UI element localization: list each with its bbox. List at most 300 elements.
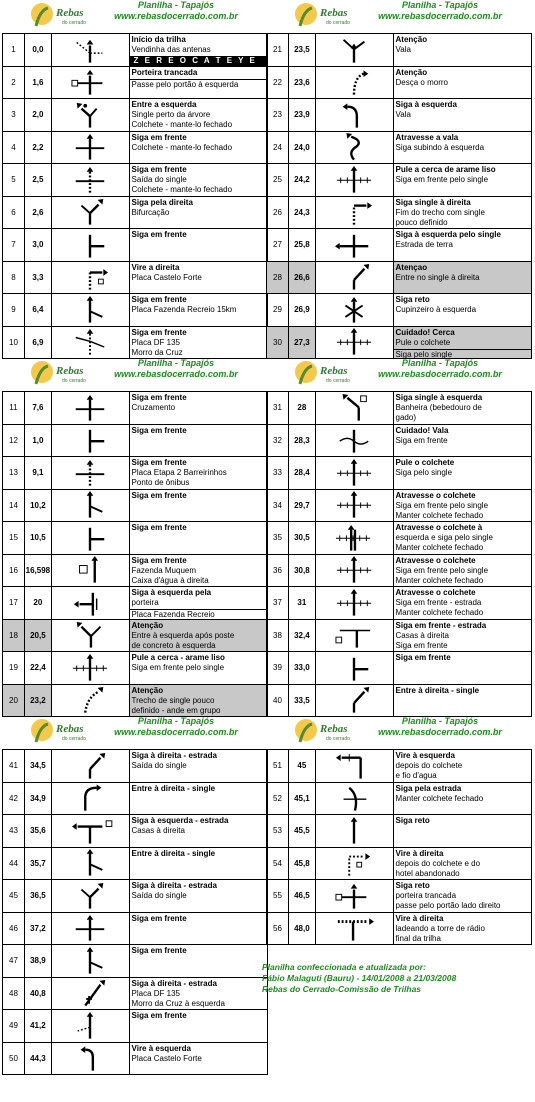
direction-cell (316, 750, 394, 782)
instructions (394, 880, 532, 912)
instruction-line: ladeando a torre de rádio (395, 923, 485, 933)
instruction-line: Siga em frente (131, 555, 187, 565)
cross-icon (55, 133, 125, 162)
instruction-line: final da trilha (395, 933, 441, 943)
instructions (394, 848, 532, 880)
step-number: 14 (3, 490, 25, 522)
table-row (267, 164, 532, 197)
step-number: 48 (3, 978, 25, 1010)
block-header (266, 358, 532, 391)
instructions (394, 229, 532, 261)
table-row (3, 685, 268, 718)
step-number: 29 (267, 294, 289, 326)
fence-cross-icon (55, 654, 125, 683)
instructions (130, 913, 268, 945)
direction-cell (52, 1043, 130, 1075)
fence-cross-icon (319, 491, 389, 520)
credits-line: Planilha confeccionada e atualizada por: (262, 962, 426, 972)
km-value: 2,5 (25, 164, 52, 196)
instructions (130, 880, 268, 912)
block-header (266, 0, 532, 33)
fork-left-icon (55, 621, 125, 650)
direction-cell (52, 229, 130, 261)
instruction-line: Saída do single (131, 175, 187, 184)
instruction-line: definido - ande em grupo (131, 705, 221, 715)
step-number: 12 (3, 425, 25, 457)
table-row (3, 229, 268, 262)
direction-cell (52, 457, 130, 489)
step-number: 40 (267, 685, 289, 717)
km-value: 45,8 (289, 848, 316, 880)
diag-right-icon (319, 686, 389, 715)
tee-right-icon (55, 231, 125, 260)
km-value: 45,5 (289, 815, 316, 847)
instruction-line: Vire à direita (395, 913, 444, 923)
km-value: 6,4 (25, 294, 52, 326)
svg-text:Rebas: Rebas (320, 723, 348, 735)
instruction-line: Siga pelo single (394, 349, 531, 359)
instruction-line: Atenção (131, 620, 164, 630)
instruction-line: Cuidado! Vala (395, 425, 449, 435)
instructions (394, 815, 532, 847)
site-link[interactable]: www.rebasdocerrado.com.br (378, 11, 502, 21)
instruction-line: Siga em frente (131, 913, 187, 923)
instruction-line: Siga em frente (131, 165, 187, 174)
step-number: 2 (3, 67, 25, 99)
instruction-line: esquerda e siga pelo single (395, 533, 493, 542)
instructions (394, 652, 532, 684)
instruction-line: Placa Castelo Forte (131, 272, 202, 282)
km-value: 30,5 (289, 522, 316, 554)
step-number: 41 (3, 750, 25, 782)
km-value: 16,598 (25, 555, 52, 587)
instruction-line: Siga subindo à esquerda (395, 142, 485, 152)
instruction-line: Vala (395, 45, 411, 54)
instruction-line: Manter colchete fechado (395, 543, 484, 552)
instruction-line: Siga à direita - estrada (131, 978, 217, 988)
instruction-line: Porteira trancada (131, 67, 198, 77)
table-row (3, 392, 268, 425)
instruction-line: Siga em frente (131, 230, 187, 239)
step-number: 27 (267, 229, 289, 261)
instruction-line: Manter colchete fechado (395, 608, 484, 617)
instructions (394, 750, 532, 782)
instructions (130, 197, 268, 229)
step-number: 36 (267, 555, 289, 587)
cross-x-icon (319, 296, 389, 325)
direction-cell (316, 685, 394, 717)
header-title (86, 716, 266, 738)
instruction-line: Siga pelo single (395, 468, 453, 477)
instruction-line: Siga single à direita (395, 197, 471, 207)
instructions (394, 132, 532, 164)
instructions (130, 555, 268, 587)
route-table (2, 391, 268, 717)
table-row (267, 587, 532, 620)
tee-right-icon (55, 426, 125, 455)
start-icon (55, 36, 125, 65)
table-row (267, 783, 532, 816)
instructions (394, 392, 532, 424)
step-number: 25 (267, 164, 289, 196)
table-row (267, 685, 532, 718)
instruction-line: Siga em frente pelo single (395, 565, 489, 575)
step-number: 55 (267, 880, 289, 912)
km-value: 45 (289, 750, 316, 782)
instruction-line: Siga em frente pelo single (131, 663, 225, 672)
planilha-title: Planilha - Tapajós (401, 358, 479, 368)
step-number: 3 (3, 99, 25, 131)
instruction-line: passe pelo portão lado direito (395, 901, 501, 910)
instruction-line: Siga single à esquerda (395, 393, 483, 402)
direction-cell (52, 555, 130, 587)
table-row (267, 425, 532, 458)
instructions (394, 522, 532, 554)
step-number: 22 (267, 67, 289, 99)
instruction-line: Siga em frente - estrada (395, 598, 482, 607)
instruction-line: Siga à esquerda pela (131, 588, 212, 597)
km-value: 38,9 (25, 945, 52, 977)
svg-text:Rebas: Rebas (320, 365, 348, 377)
fence-cross-icon (319, 556, 389, 585)
table-row (3, 490, 268, 523)
curve-left-icon (319, 101, 389, 130)
instruction-line: Entre à direita - single (131, 783, 216, 793)
step-number: 23 (267, 99, 289, 131)
instruction-line: Casas à direita (395, 630, 449, 640)
route-table (266, 749, 532, 945)
instruction-line: Atençao (395, 262, 428, 272)
instructions (130, 1043, 268, 1075)
planilha-title: Planilha - Tapajós (137, 716, 215, 726)
table-row (3, 620, 268, 653)
instruction-line: Siga reto (395, 295, 430, 304)
direction-cell (52, 164, 130, 196)
gate-icon (55, 68, 125, 97)
route-block (266, 0, 532, 359)
step-number: 51 (267, 750, 289, 782)
step-number: 10 (3, 327, 25, 359)
instructions (130, 815, 268, 847)
instruction-line: Colchete - mante-lo fechado (131, 142, 233, 152)
branch-right-icon (55, 849, 125, 878)
instruction-line: Caixa d'água à direita (131, 575, 209, 585)
direction-cell (52, 490, 130, 522)
instruction-line: Siga em frente (131, 425, 187, 435)
table-row (267, 652, 532, 685)
instruction-line: Atravesse o colchete (395, 490, 476, 500)
instruction-line: Siga à esquerda (395, 100, 457, 109)
direction-cell (52, 197, 130, 229)
km-value: 6,9 (25, 327, 52, 359)
step-number: 24 (267, 132, 289, 164)
instruction-line: Placa Castelo Forte (131, 1053, 202, 1063)
instruction-line: Pule o colchete (395, 337, 451, 347)
km-value: 27,3 (289, 327, 316, 359)
step-number: 5 (3, 164, 25, 196)
instruction-line: e fio d'agua (395, 771, 437, 780)
instruction-line: Morro da Cruz (131, 347, 183, 357)
instructions (394, 294, 532, 326)
instruction-line: Siga à esquerda pelo single (395, 230, 501, 239)
direction-cell (316, 490, 394, 522)
svg-text:do cerrado: do cerrado (326, 378, 350, 384)
direction-cell (316, 197, 394, 229)
table-row (267, 848, 532, 881)
direction-cell (316, 262, 394, 294)
instruction-line: Siga em frente - estrada (395, 620, 487, 630)
km-value: 24,0 (289, 132, 316, 164)
km-value: 3,3 (25, 262, 52, 294)
instructions (394, 67, 532, 99)
instructions (130, 750, 268, 782)
instructions (130, 425, 268, 457)
instructions (130, 392, 268, 424)
direction-cell (316, 132, 394, 164)
direction-cell (316, 327, 394, 359)
fence-cross-icon (319, 166, 389, 195)
step-number: 18 (3, 620, 25, 652)
instructions (130, 67, 268, 99)
straight-icon (319, 817, 389, 846)
table-row (267, 67, 532, 100)
instruction-line: Siga pela direita (131, 197, 193, 207)
route-table (2, 33, 268, 359)
tee-right-icon (319, 654, 389, 683)
box-tee-icon (319, 621, 389, 650)
step-number: 35 (267, 522, 289, 554)
step-number: 19 (3, 652, 25, 684)
direction-cell (316, 229, 394, 261)
site-link[interactable]: www.rebasdocerrado.com.br (114, 11, 238, 21)
table-row (267, 392, 532, 425)
left-gate-icon (55, 589, 125, 618)
km-value: 40,8 (25, 978, 52, 1010)
table-row (267, 197, 532, 230)
instruction-line: Entre a esquerda (131, 100, 197, 109)
block-header (2, 0, 268, 33)
table-row (3, 815, 268, 848)
instruction-line: Fim do trecho com single (395, 207, 485, 217)
single-right-icon (319, 198, 389, 227)
step-number: 6 (3, 197, 25, 229)
site-link[interactable]: www.rebasdocerrado.com.br (114, 727, 238, 737)
direction-cell (52, 848, 130, 880)
instructions (394, 490, 532, 522)
direction-cell (52, 262, 130, 294)
table-row (267, 555, 532, 588)
site-link[interactable]: www.rebasdocerrado.com.br (378, 369, 502, 379)
svg-text:do cerrado: do cerrado (326, 20, 350, 26)
table-row (267, 99, 532, 132)
cross-left-icon (319, 231, 389, 260)
planilha-title: Planilha - Tapajós (137, 358, 215, 368)
instruction-line: Atenção (395, 67, 428, 77)
dot-right-icon (319, 849, 389, 878)
step-number: 54 (267, 848, 289, 880)
instruction-line: Manter colchete fechado (395, 575, 484, 585)
table-row (3, 262, 268, 295)
direction-cell (316, 34, 394, 66)
km-value: 37,2 (25, 913, 52, 945)
table-row (3, 522, 268, 555)
instructions (394, 783, 532, 815)
curve-left-up-icon (55, 1044, 125, 1073)
step-number: 21 (267, 34, 289, 66)
direction-cell (316, 848, 394, 880)
valley-icon (319, 133, 389, 162)
site-link[interactable]: www.rebasdocerrado.com.br (114, 369, 238, 379)
single-left-icon (55, 101, 125, 130)
instruction-line: Manter colchete fechado (395, 510, 484, 520)
instruction-line: Pule a cerca de arame liso (395, 165, 496, 174)
table-row (3, 587, 268, 620)
credits-line: Fábio Malaguti (Bauru) - 14/01/2008 a 21/03/2008 (262, 973, 457, 983)
step-number: 45 (3, 880, 25, 912)
instructions (130, 262, 268, 294)
instructions (394, 620, 532, 652)
km-value: 28,3 (289, 425, 316, 457)
step-number: 56 (267, 913, 289, 945)
km-value: 25,8 (289, 229, 316, 261)
instructions (130, 978, 268, 1010)
instructions (130, 522, 268, 554)
table-row (3, 132, 268, 165)
direction-cell (52, 750, 130, 782)
instruction-line: Cuidado! Cerca (395, 327, 455, 337)
instruction-line: Placa Fazenda Recreio (130, 609, 267, 619)
turn-right-box-icon (55, 263, 125, 292)
direction-cell (52, 880, 130, 912)
instruction-line: hotel abandonado (395, 868, 460, 878)
km-value: 35,7 (25, 848, 52, 880)
direction-cell (52, 294, 130, 326)
step-number: 42 (3, 783, 25, 815)
curve-up-icon (319, 68, 389, 97)
km-value: 23,9 (289, 99, 316, 131)
km-value: 33,0 (289, 652, 316, 684)
km-value: 24,2 (289, 164, 316, 196)
direction-cell (52, 783, 130, 815)
instruction-line: Banheira (bebedouro de (395, 403, 482, 412)
svg-text:Rebas: Rebas (320, 7, 348, 19)
instruction-line: Siga em frente (395, 435, 448, 445)
instructions (130, 457, 268, 489)
instruction-line: Single perto da árvore (131, 110, 211, 119)
fork-left-valley-icon (319, 36, 389, 65)
direction-cell (52, 425, 130, 457)
direction-cell (52, 392, 130, 424)
branch-right-icon (55, 296, 125, 325)
step-number: 44 (3, 848, 25, 880)
cross-icon (55, 914, 125, 943)
curve-cross-icon (319, 784, 389, 813)
direction-cell (52, 327, 130, 359)
instruction-line: Siga pela estrada (395, 783, 462, 793)
km-value: 31 (289, 587, 316, 619)
multi-icon (55, 328, 125, 357)
direction-cell (52, 620, 130, 652)
instruction-line: Vala (395, 110, 411, 119)
step-number: 49 (3, 1010, 25, 1042)
instruction-line: Siga reto (395, 881, 430, 890)
instruction-line: Colchete - mante-lo fechado (131, 120, 233, 129)
instructions (130, 685, 268, 717)
instruction-line: Siga em frente (395, 653, 451, 662)
km-value: 2,2 (25, 132, 52, 164)
direction-cell (316, 522, 394, 554)
instructions (394, 327, 532, 359)
instruction-line: depois do colchete e do (395, 858, 481, 868)
instruction-line: Entre à direita - single (395, 685, 480, 695)
table-row (267, 457, 532, 490)
km-value: 2,0 (25, 99, 52, 131)
instructions (130, 229, 268, 261)
table-row (3, 848, 268, 881)
diag-right-icon (55, 752, 125, 781)
direction-cell (316, 620, 394, 652)
instruction-line: gado) (395, 413, 416, 422)
step-number: 31 (267, 392, 289, 424)
svg-text:do cerrado: do cerrado (62, 378, 86, 384)
svg-text:Rebas: Rebas (56, 7, 84, 19)
instruction-line: Siga em frente (131, 327, 187, 337)
table-row (3, 164, 268, 197)
km-value: 23,5 (289, 34, 316, 66)
step-number: 13 (3, 457, 25, 489)
km-value: 41,2 (25, 1010, 52, 1042)
instruction-line: Início da trilha (131, 35, 186, 44)
diag-left-box-icon (319, 394, 389, 423)
step-number: 50 (3, 1043, 25, 1075)
instructions (130, 490, 268, 522)
instruction-line: Placa DF 135 (131, 988, 180, 998)
table-row (3, 1043, 268, 1076)
direction-cell (52, 815, 130, 847)
instructions (130, 945, 268, 977)
instruction-line: Siga em frente (131, 295, 187, 304)
table-row (267, 620, 532, 653)
instruction-line: Siga à direita - estrada (131, 881, 217, 890)
instruction-line: Estrada de terra (395, 240, 453, 249)
instruction-line: Manter colchete fechado (395, 793, 484, 803)
fence-cross-icon (319, 459, 389, 488)
instruction-line: de concreto à esquerda (131, 640, 216, 650)
instruction-line: Desça o morro (395, 77, 448, 87)
route-block (266, 358, 532, 717)
fork-right-icon (55, 198, 125, 227)
km-value: 48,0 (289, 913, 316, 945)
table-row (3, 67, 268, 100)
block-header (266, 716, 532, 749)
credits (262, 962, 532, 995)
km-value: 32,4 (289, 620, 316, 652)
step-number: 16 (3, 555, 25, 587)
direction-cell (316, 815, 394, 847)
km-value: 22,4 (25, 652, 52, 684)
instruction-line: porteira (131, 598, 159, 607)
instruction-line: Atenção (131, 685, 164, 695)
site-link[interactable]: www.rebasdocerrado.com.br (378, 727, 502, 737)
block-header (2, 716, 268, 749)
zere-cateye-banner: Z E R E O C A T E Y E (130, 56, 267, 66)
table-row (3, 197, 268, 230)
km-value: 1,0 (25, 425, 52, 457)
step-number: 32 (267, 425, 289, 457)
branch-left-dot-icon (55, 1012, 125, 1041)
direction-cell (316, 99, 394, 131)
step-number: 9 (3, 294, 25, 326)
